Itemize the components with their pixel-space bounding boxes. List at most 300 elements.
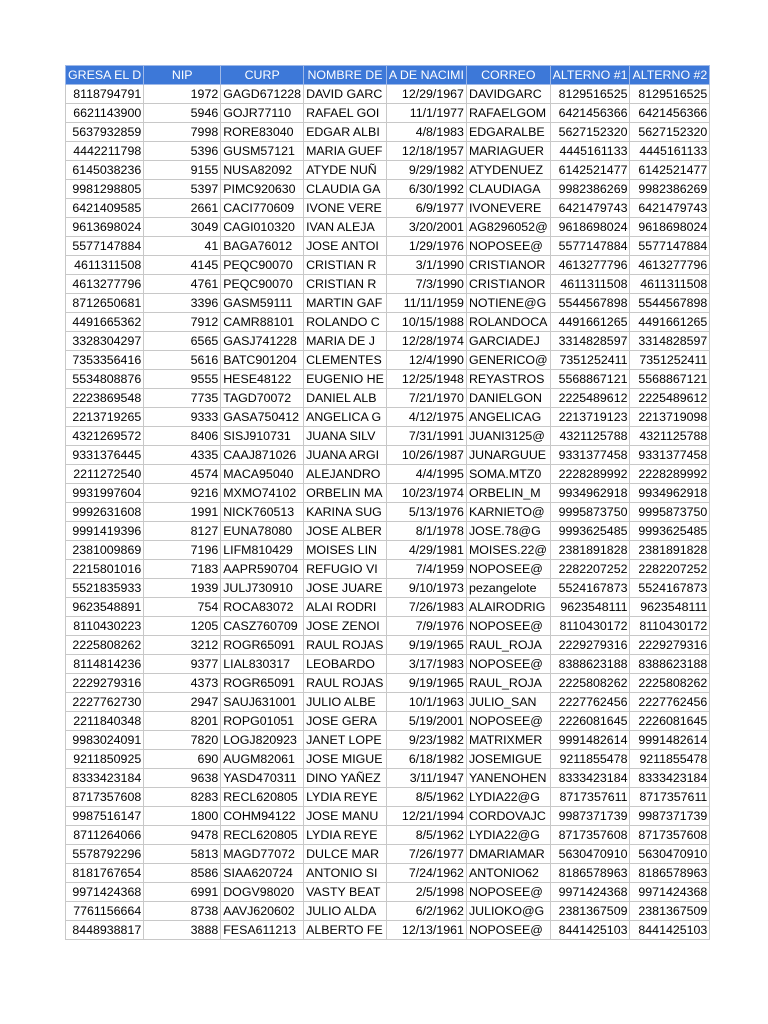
cell-curp[interactable]: ROGR65091: [221, 674, 304, 693]
cell-telefono[interactable]: 9211850925: [66, 750, 144, 769]
column-header-nip[interactable]: NIP: [144, 66, 221, 85]
cell-fecha[interactable]: 1/29/1976: [386, 237, 466, 256]
cell-nombre[interactable]: JOSE ANTOI: [304, 237, 387, 256]
cell-alterno-1[interactable]: 5577147884: [550, 237, 630, 256]
cell-correo[interactable]: EDGARALBE: [466, 123, 550, 142]
cell-nombre[interactable]: JOSE ZENOI: [304, 617, 387, 636]
cell-fecha[interactable]: 9/23/1982: [386, 731, 466, 750]
cell-alterno-1[interactable]: 9623548111: [550, 598, 630, 617]
cell-curp[interactable]: EUNA78080: [221, 522, 304, 541]
cell-correo[interactable]: REYASTROS: [466, 370, 550, 389]
cell-correo[interactable]: GARCIADEJ: [466, 332, 550, 351]
cell-correo[interactable]: NOPOSEE@: [466, 617, 550, 636]
cell-nombre[interactable]: JOSE GERA: [304, 712, 387, 731]
cell-telefono[interactable]: 7353356416: [66, 351, 144, 370]
cell-telefono[interactable]: 4611311508: [66, 256, 144, 275]
cell-telefono[interactable]: 9983024091: [66, 731, 144, 750]
cell-curp[interactable]: BAGA76012: [221, 237, 304, 256]
cell-nombre[interactable]: JULIO ALBE: [304, 693, 387, 712]
cell-correo[interactable]: GENERICO@: [466, 351, 550, 370]
cell-nip[interactable]: 8738: [144, 902, 221, 921]
cell-correo[interactable]: NOPOSEE@: [466, 560, 550, 579]
cell-alterno-1[interactable]: 2381891828: [550, 541, 630, 560]
cell-nombre[interactable]: ROLANDO C: [304, 313, 387, 332]
cell-alterno-1[interactable]: 9987371739: [550, 807, 630, 826]
cell-fecha[interactable]: 6/30/1992: [386, 180, 466, 199]
cell-fecha[interactable]: 3/17/1983: [386, 655, 466, 674]
cell-alterno-2[interactable]: 8388623188: [630, 655, 710, 674]
cell-alterno-2[interactable]: 8129516525: [630, 85, 710, 104]
cell-correo[interactable]: JUANI3125@: [466, 427, 550, 446]
cell-correo[interactable]: MATRIXMER: [466, 731, 550, 750]
cell-alterno-1[interactable]: 5524167873: [550, 579, 630, 598]
cell-nip[interactable]: 8127: [144, 522, 221, 541]
cell-nombre[interactable]: CLAUDIA GA: [304, 180, 387, 199]
cell-alterno-2[interactable]: 2228289992: [630, 465, 710, 484]
cell-correo[interactable]: NOTIENE@G: [466, 294, 550, 313]
cell-alterno-2[interactable]: 5524167873: [630, 579, 710, 598]
cell-correo[interactable]: JULIO_SAN: [466, 693, 550, 712]
cell-alterno-2[interactable]: 5544567898: [630, 294, 710, 313]
cell-nip[interactable]: 1991: [144, 503, 221, 522]
cell-alterno-1[interactable]: 5568867121: [550, 370, 630, 389]
cell-fecha[interactable]: 3/20/2001: [386, 218, 466, 237]
cell-nombre[interactable]: ORBELIN MA: [304, 484, 387, 503]
cell-correo[interactable]: CRISTIANOR: [466, 275, 550, 294]
cell-telefono[interactable]: 6145038236: [66, 161, 144, 180]
cell-correo[interactable]: YANENOHEN: [466, 769, 550, 788]
cell-alterno-2[interactable]: 9331377458: [630, 446, 710, 465]
cell-correo[interactable]: pezangelote: [466, 579, 550, 598]
cell-nombre[interactable]: LEOBARDO: [304, 655, 387, 674]
cell-alterno-1[interactable]: 2227762456: [550, 693, 630, 712]
cell-alterno-1[interactable]: 9331377458: [550, 446, 630, 465]
cell-telefono[interactable]: 2229279316: [66, 674, 144, 693]
cell-fecha[interactable]: 7/9/1976: [386, 617, 466, 636]
cell-alterno-1[interactable]: 5630470910: [550, 845, 630, 864]
cell-nip[interactable]: 8406: [144, 427, 221, 446]
cell-nombre[interactable]: DINO YAÑEZ: [304, 769, 387, 788]
cell-nombre[interactable]: ANGELICA G: [304, 408, 387, 427]
cell-telefono[interactable]: 8114814236: [66, 655, 144, 674]
cell-curp[interactable]: AAVJ620602: [221, 902, 304, 921]
cell-correo[interactable]: NOPOSEE@: [466, 921, 550, 940]
cell-nip[interactable]: 9216: [144, 484, 221, 503]
cell-curp[interactable]: CAMR88101: [221, 313, 304, 332]
cell-nip[interactable]: 1800: [144, 807, 221, 826]
column-header-correo[interactable]: CORREO: [466, 66, 550, 85]
cell-nip[interactable]: 3212: [144, 636, 221, 655]
cell-fecha[interactable]: 8/5/1962: [386, 826, 466, 845]
cell-telefono[interactable]: 4613277796: [66, 275, 144, 294]
cell-curp[interactable]: COHM94122: [221, 807, 304, 826]
cell-telefono[interactable]: 4321269572: [66, 427, 144, 446]
cell-fecha[interactable]: 12/18/1957: [386, 142, 466, 161]
cell-nip[interactable]: 9638: [144, 769, 221, 788]
cell-telefono[interactable]: 9931997604: [66, 484, 144, 503]
cell-nombre[interactable]: CLEMENTES: [304, 351, 387, 370]
cell-nip[interactable]: 9555: [144, 370, 221, 389]
cell-nombre[interactable]: ATYDE NUÑ: [304, 161, 387, 180]
cell-alterno-2[interactable]: 9971424368: [630, 883, 710, 902]
cell-alterno-2[interactable]: 4321125788: [630, 427, 710, 446]
cell-alterno-1[interactable]: 4321125788: [550, 427, 630, 446]
cell-nombre[interactable]: JUANA ARGI: [304, 446, 387, 465]
cell-alterno-2[interactable]: 2381891828: [630, 541, 710, 560]
cell-nip[interactable]: 8201: [144, 712, 221, 731]
cell-nip[interactable]: 9478: [144, 826, 221, 845]
cell-telefono[interactable]: 2211840348: [66, 712, 144, 731]
cell-nip[interactable]: 7998: [144, 123, 221, 142]
cell-nombre[interactable]: DAVID GARC: [304, 85, 387, 104]
cell-nombre[interactable]: ALEJANDRO: [304, 465, 387, 484]
cell-nip[interactable]: 6565: [144, 332, 221, 351]
cell-curp[interactable]: GUSM57121: [221, 142, 304, 161]
cell-fecha[interactable]: 8/5/1962: [386, 788, 466, 807]
cell-nip[interactable]: 8586: [144, 864, 221, 883]
cell-correo[interactable]: LYDIA22@G: [466, 826, 550, 845]
cell-alterno-1[interactable]: 2226081645: [550, 712, 630, 731]
cell-curp[interactable]: PIMC920630: [221, 180, 304, 199]
cell-nombre[interactable]: DANIEL ALB: [304, 389, 387, 408]
cell-nombre[interactable]: CRISTIAN R: [304, 275, 387, 294]
cell-fecha[interactable]: 3/1/1990: [386, 256, 466, 275]
cell-fecha[interactable]: 7/26/1977: [386, 845, 466, 864]
cell-correo[interactable]: NOPOSEE@: [466, 655, 550, 674]
cell-alterno-2[interactable]: 6421479743: [630, 199, 710, 218]
cell-curp[interactable]: RECL620805: [221, 826, 304, 845]
column-header-ingresa[interactable]: GRESA EL D: [66, 66, 144, 85]
cell-curp[interactable]: RORE83040: [221, 123, 304, 142]
cell-curp[interactable]: NICK760513: [221, 503, 304, 522]
cell-alterno-2[interactable]: 4611311508: [630, 275, 710, 294]
cell-alterno-1[interactable]: 2381367509: [550, 902, 630, 921]
cell-telefono[interactable]: 2223869548: [66, 389, 144, 408]
cell-curp[interactable]: GAGD671228: [221, 85, 304, 104]
cell-correo[interactable]: JULIOKO@G: [466, 902, 550, 921]
cell-correo[interactable]: JOSE.78@G: [466, 522, 550, 541]
cell-fecha[interactable]: 6/9/1977: [386, 199, 466, 218]
cell-nip[interactable]: 1939: [144, 579, 221, 598]
cell-alterno-2[interactable]: 4491661265: [630, 313, 710, 332]
cell-alterno-2[interactable]: 2381367509: [630, 902, 710, 921]
cell-alterno-2[interactable]: 8186578963: [630, 864, 710, 883]
cell-fecha[interactable]: 12/4/1990: [386, 351, 466, 370]
cell-nip[interactable]: 2661: [144, 199, 221, 218]
cell-alterno-1[interactable]: 8388623188: [550, 655, 630, 674]
cell-telefono[interactable]: 8448938817: [66, 921, 144, 940]
column-header-curp[interactable]: CURP: [221, 66, 304, 85]
cell-nombre[interactable]: CRISTIAN R: [304, 256, 387, 275]
cell-telefono[interactable]: 5521835933: [66, 579, 144, 598]
cell-alterno-1[interactable]: 9934962918: [550, 484, 630, 503]
cell-nombre[interactable]: DULCE MAR: [304, 845, 387, 864]
cell-nombre[interactable]: REFUGIO VI: [304, 560, 387, 579]
cell-alterno-2[interactable]: 3314828597: [630, 332, 710, 351]
cell-nombre[interactable]: MARIA GUEF: [304, 142, 387, 161]
cell-nip[interactable]: 9333: [144, 408, 221, 427]
column-header-fecha-nacimiento[interactable]: A DE NACIMI: [386, 66, 466, 85]
cell-nip[interactable]: 3888: [144, 921, 221, 940]
cell-alterno-2[interactable]: 9991482614: [630, 731, 710, 750]
cell-correo[interactable]: NOPOSEE@: [466, 883, 550, 902]
cell-alterno-2[interactable]: 8110430172: [630, 617, 710, 636]
column-header-nombre[interactable]: NOMBRE DE: [304, 66, 387, 85]
column-header-alterno-2[interactable]: ALTERNO #2: [630, 66, 710, 85]
cell-nip[interactable]: 3049: [144, 218, 221, 237]
cell-fecha[interactable]: 7/31/1991: [386, 427, 466, 446]
cell-telefono[interactable]: 9981298805: [66, 180, 144, 199]
cell-nip[interactable]: 41: [144, 237, 221, 256]
cell-alterno-2[interactable]: 9623548111: [630, 598, 710, 617]
cell-nip[interactable]: 7196: [144, 541, 221, 560]
cell-telefono[interactable]: 7761156664: [66, 902, 144, 921]
cell-fecha[interactable]: 9/29/1982: [386, 161, 466, 180]
cell-fecha[interactable]: 6/2/1962: [386, 902, 466, 921]
cell-curp[interactable]: CASZ760709: [221, 617, 304, 636]
cell-nombre[interactable]: JULIO ALDA: [304, 902, 387, 921]
cell-curp[interactable]: GASJ741228: [221, 332, 304, 351]
cell-nombre[interactable]: RAUL ROJAS: [304, 636, 387, 655]
cell-telefono[interactable]: 8711264066: [66, 826, 144, 845]
cell-fecha[interactable]: 4/8/1983: [386, 123, 466, 142]
cell-telefono[interactable]: 8118794791: [66, 85, 144, 104]
cell-telefono[interactable]: 4491665362: [66, 313, 144, 332]
cell-curp[interactable]: AUGM82061: [221, 750, 304, 769]
cell-fecha[interactable]: 12/25/1948: [386, 370, 466, 389]
cell-nip[interactable]: 754: [144, 598, 221, 617]
cell-curp[interactable]: LIAL830317: [221, 655, 304, 674]
cell-curp[interactable]: TAGD70072: [221, 389, 304, 408]
cell-alterno-2[interactable]: 2225489612: [630, 389, 710, 408]
cell-alterno-1[interactable]: 5627152320: [550, 123, 630, 142]
cell-alterno-1[interactable]: 7351252411: [550, 351, 630, 370]
cell-telefono[interactable]: 9992631608: [66, 503, 144, 522]
cell-curp[interactable]: JULJ730910: [221, 579, 304, 598]
cell-alterno-2[interactable]: 2282207252: [630, 560, 710, 579]
cell-fecha[interactable]: 7/26/1983: [386, 598, 466, 617]
cell-alterno-2[interactable]: 2225808262: [630, 674, 710, 693]
cell-fecha[interactable]: 11/1/1977: [386, 104, 466, 123]
cell-alterno-1[interactable]: 3314828597: [550, 332, 630, 351]
cell-nombre[interactable]: EDGAR ALBI: [304, 123, 387, 142]
cell-correo[interactable]: ATYDENUEZ: [466, 161, 550, 180]
cell-curp[interactable]: HESE48122: [221, 370, 304, 389]
cell-nip[interactable]: 3396: [144, 294, 221, 313]
cell-telefono[interactable]: 9991419396: [66, 522, 144, 541]
cell-alterno-1[interactable]: 8186578963: [550, 864, 630, 883]
cell-fecha[interactable]: 7/4/1959: [386, 560, 466, 579]
cell-alterno-2[interactable]: 5627152320: [630, 123, 710, 142]
cell-fecha[interactable]: 12/28/1974: [386, 332, 466, 351]
cell-alterno-2[interactable]: 9211855478: [630, 750, 710, 769]
cell-correo[interactable]: IVONEVERE: [466, 199, 550, 218]
cell-alterno-2[interactable]: 8333423184: [630, 769, 710, 788]
cell-correo[interactable]: DMARIAMAR: [466, 845, 550, 864]
cell-fecha[interactable]: 12/13/1961: [386, 921, 466, 940]
cell-alterno-1[interactable]: 6142521477: [550, 161, 630, 180]
cell-correo[interactable]: NOPOSEE@: [466, 237, 550, 256]
cell-alterno-1[interactable]: 8333423184: [550, 769, 630, 788]
cell-fecha[interactable]: 10/15/1988: [386, 313, 466, 332]
cell-nip[interactable]: 6991: [144, 883, 221, 902]
cell-alterno-1[interactable]: 9982386269: [550, 180, 630, 199]
cell-nip[interactable]: 1205: [144, 617, 221, 636]
cell-correo[interactable]: AG8296052@: [466, 218, 550, 237]
cell-curp[interactable]: GASM59111: [221, 294, 304, 313]
cell-alterno-2[interactable]: 9618698024: [630, 218, 710, 237]
cell-correo[interactable]: ANGELICAG: [466, 408, 550, 427]
cell-curp[interactable]: DOGV98020: [221, 883, 304, 902]
cell-alterno-1[interactable]: 9995873750: [550, 503, 630, 522]
cell-telefono[interactable]: 8333423184: [66, 769, 144, 788]
cell-telefono[interactable]: 6621143900: [66, 104, 144, 123]
cell-fecha[interactable]: 9/10/1973: [386, 579, 466, 598]
cell-correo[interactable]: LYDIA22@G: [466, 788, 550, 807]
cell-alterno-1[interactable]: 8441425103: [550, 921, 630, 940]
cell-telefono[interactable]: 2227762730: [66, 693, 144, 712]
cell-nip[interactable]: 4373: [144, 674, 221, 693]
cell-nombre[interactable]: MARIA DE J: [304, 332, 387, 351]
cell-alterno-2[interactable]: 8717357611: [630, 788, 710, 807]
cell-telefono[interactable]: 2213719265: [66, 408, 144, 427]
cell-nip[interactable]: 1972: [144, 85, 221, 104]
cell-alterno-1[interactable]: 9993625485: [550, 522, 630, 541]
cell-fecha[interactable]: 5/13/1976: [386, 503, 466, 522]
cell-curp[interactable]: SISJ910731: [221, 427, 304, 446]
cell-nip[interactable]: 5616: [144, 351, 221, 370]
cell-correo[interactable]: RAUL_ROJA: [466, 674, 550, 693]
cell-alterno-1[interactable]: 9991482614: [550, 731, 630, 750]
cell-fecha[interactable]: 9/19/1965: [386, 636, 466, 655]
cell-nip[interactable]: 5397: [144, 180, 221, 199]
cell-telefono[interactable]: 8110430223: [66, 617, 144, 636]
cell-nombre[interactable]: EUGENIO HE: [304, 370, 387, 389]
cell-nombre[interactable]: ANTONIO SI: [304, 864, 387, 883]
cell-fecha[interactable]: 10/26/1987: [386, 446, 466, 465]
cell-telefono[interactable]: 3328304297: [66, 332, 144, 351]
cell-nombre[interactable]: JUANA SILV: [304, 427, 387, 446]
cell-alterno-2[interactable]: 9982386269: [630, 180, 710, 199]
cell-nombre[interactable]: JANET LOPE: [304, 731, 387, 750]
cell-fecha[interactable]: 6/18/1982: [386, 750, 466, 769]
cell-fecha[interactable]: 2/5/1998: [386, 883, 466, 902]
cell-alterno-1[interactable]: 6421456366: [550, 104, 630, 123]
cell-fecha[interactable]: 12/21/1994: [386, 807, 466, 826]
cell-nombre[interactable]: LYDIA REYE: [304, 788, 387, 807]
cell-curp[interactable]: GOJR77110: [221, 104, 304, 123]
cell-curp[interactable]: CACI770609: [221, 199, 304, 218]
cell-correo[interactable]: JOSEMIGUE: [466, 750, 550, 769]
cell-correo[interactable]: DAVIDGARC: [466, 85, 550, 104]
cell-curp[interactable]: SAUJ631001: [221, 693, 304, 712]
cell-alterno-2[interactable]: 6421456366: [630, 104, 710, 123]
cell-nombre[interactable]: RAUL ROJAS: [304, 674, 387, 693]
cell-telefono[interactable]: 8712650681: [66, 294, 144, 313]
cell-nombre[interactable]: JOSE JUARE: [304, 579, 387, 598]
cell-nip[interactable]: 7912: [144, 313, 221, 332]
cell-nombre[interactable]: RAFAEL GOI: [304, 104, 387, 123]
cell-alterno-1[interactable]: 9971424368: [550, 883, 630, 902]
cell-alterno-1[interactable]: 4613277796: [550, 256, 630, 275]
cell-curp[interactable]: GASA750412: [221, 408, 304, 427]
cell-correo[interactable]: RAUL_ROJA: [466, 636, 550, 655]
cell-telefono[interactable]: 4442211798: [66, 142, 144, 161]
cell-nombre[interactable]: ALAI RODRI: [304, 598, 387, 617]
cell-telefono[interactable]: 9987516147: [66, 807, 144, 826]
cell-fecha[interactable]: 7/3/1990: [386, 275, 466, 294]
cell-alterno-2[interactable]: 9934962918: [630, 484, 710, 503]
cell-nombre[interactable]: LYDIA REYE: [304, 826, 387, 845]
cell-telefono[interactable]: 8181767654: [66, 864, 144, 883]
cell-alterno-1[interactable]: 2213719123: [550, 408, 630, 427]
cell-fecha[interactable]: 7/24/1962: [386, 864, 466, 883]
cell-alterno-1[interactable]: 4445161133: [550, 142, 630, 161]
cell-alterno-2[interactable]: 8441425103: [630, 921, 710, 940]
cell-telefono[interactable]: 5534808876: [66, 370, 144, 389]
cell-nip[interactable]: 4761: [144, 275, 221, 294]
cell-correo[interactable]: KARNIETO@: [466, 503, 550, 522]
cell-curp[interactable]: FESA611213: [221, 921, 304, 940]
cell-alterno-1[interactable]: 2225489612: [550, 389, 630, 408]
cell-alterno-1[interactable]: 2228289992: [550, 465, 630, 484]
cell-fecha[interactable]: 11/11/1959: [386, 294, 466, 313]
cell-telefono[interactable]: 8717357608: [66, 788, 144, 807]
cell-nombre[interactable]: JOSE MIGUE: [304, 750, 387, 769]
cell-nip[interactable]: 2947: [144, 693, 221, 712]
cell-correo[interactable]: ORBELIN_M: [466, 484, 550, 503]
cell-curp[interactable]: RECL620805: [221, 788, 304, 807]
cell-nip[interactable]: 7820: [144, 731, 221, 750]
cell-nip[interactable]: 690: [144, 750, 221, 769]
column-header-alterno-1[interactable]: ALTERNO #1: [550, 66, 630, 85]
cell-nip[interactable]: 9155: [144, 161, 221, 180]
cell-nip[interactable]: 4335: [144, 446, 221, 465]
cell-nombre[interactable]: IVONE VERE: [304, 199, 387, 218]
cell-alterno-1[interactable]: 6421479743: [550, 199, 630, 218]
cell-alterno-2[interactable]: 8717357608: [630, 826, 710, 845]
cell-alterno-1[interactable]: 2282207252: [550, 560, 630, 579]
cell-correo[interactable]: JUNARGUUE: [466, 446, 550, 465]
cell-curp[interactable]: SIAA620724: [221, 864, 304, 883]
cell-nombre[interactable]: MARTIN GAF: [304, 294, 387, 313]
cell-telefono[interactable]: 2381009869: [66, 541, 144, 560]
cell-telefono[interactable]: 5577147884: [66, 237, 144, 256]
cell-fecha[interactable]: 8/1/1978: [386, 522, 466, 541]
cell-curp[interactable]: BATC901204: [221, 351, 304, 370]
cell-nombre[interactable]: ALBERTO FE: [304, 921, 387, 940]
cell-nip[interactable]: 5813: [144, 845, 221, 864]
cell-correo[interactable]: CORDOVAJC: [466, 807, 550, 826]
cell-alterno-1[interactable]: 4611311508: [550, 275, 630, 294]
cell-alterno-2[interactable]: 4613277796: [630, 256, 710, 275]
cell-alterno-1[interactable]: 8717357611: [550, 788, 630, 807]
cell-correo[interactable]: CLAUDIAGA: [466, 180, 550, 199]
cell-telefono[interactable]: 5637932859: [66, 123, 144, 142]
cell-alterno-2[interactable]: 7351252411: [630, 351, 710, 370]
cell-telefono[interactable]: 2215801016: [66, 560, 144, 579]
cell-alterno-1[interactable]: 5544567898: [550, 294, 630, 313]
cell-fecha[interactable]: 4/4/1995: [386, 465, 466, 484]
cell-telefono[interactable]: 5578792296: [66, 845, 144, 864]
cell-telefono[interactable]: 2225808262: [66, 636, 144, 655]
cell-alterno-2[interactable]: 2229279316: [630, 636, 710, 655]
cell-nombre[interactable]: KARINA SUG: [304, 503, 387, 522]
cell-alterno-2[interactable]: 2226081645: [630, 712, 710, 731]
cell-correo[interactable]: NOPOSEE@: [466, 712, 550, 731]
cell-curp[interactable]: YASD470311: [221, 769, 304, 788]
cell-correo[interactable]: CRISTIANOR: [466, 256, 550, 275]
